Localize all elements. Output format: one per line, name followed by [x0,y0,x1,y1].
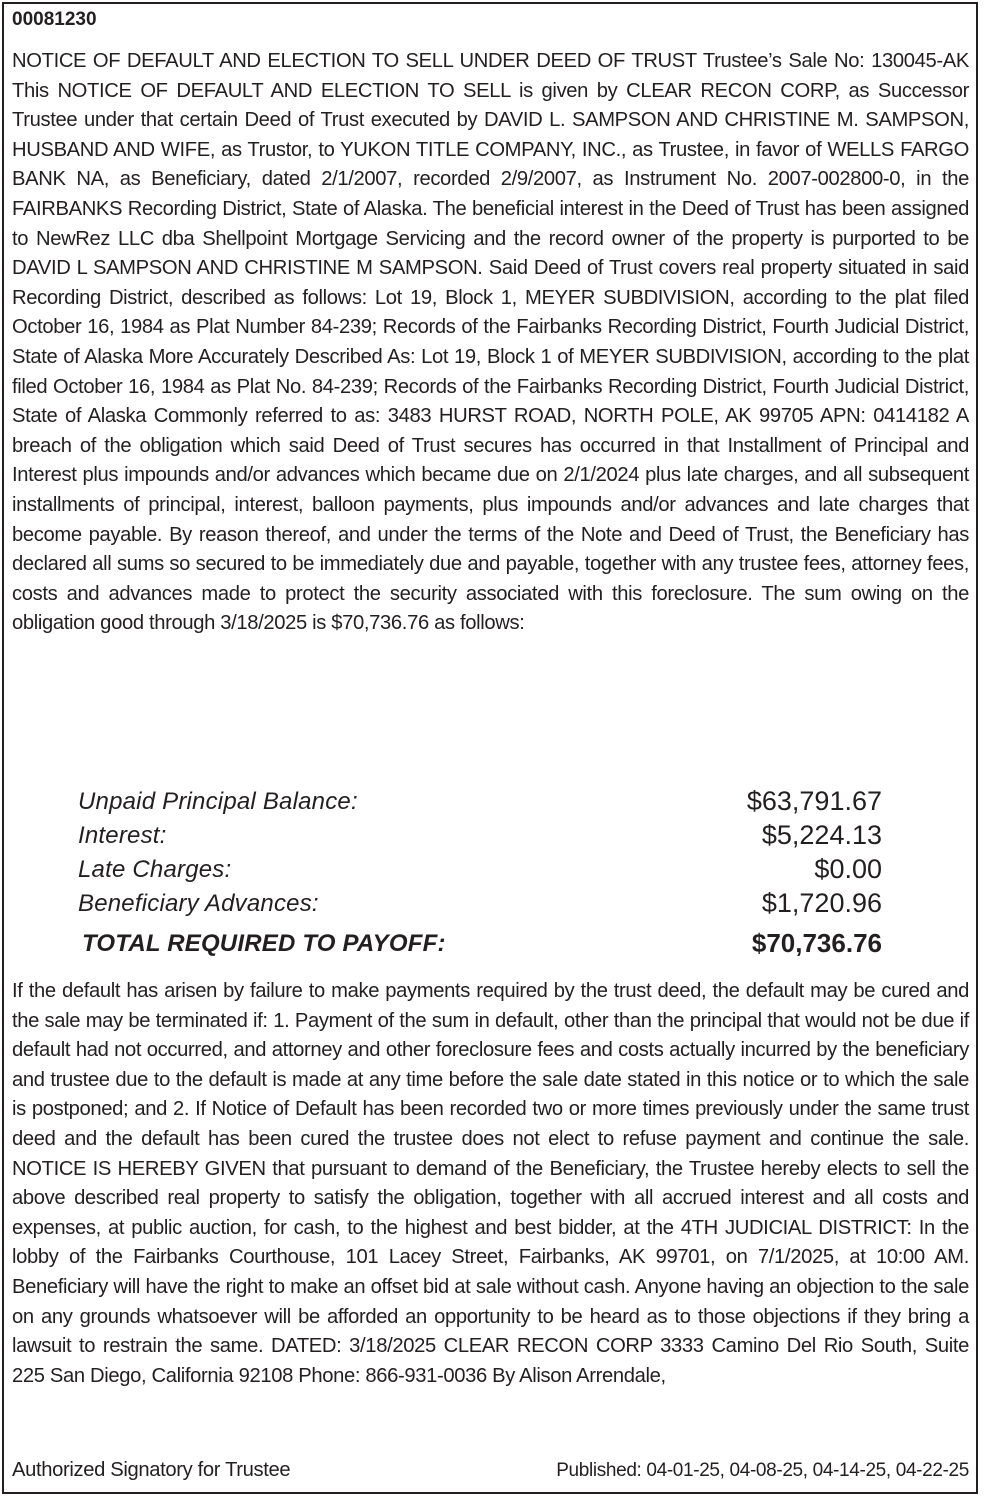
notice-body-paragraph-2: If the default has arisen by failure to make payments required by the trust deed, the default may be cured and the sale may be terminated if: 1. Payment of the sum in default, other than the principal that would not be due if default had not occurred, and attorney and other foreclosure fees and costs actually incurred by the beneficiary and trustee due to the default is made at any time before the sale date stated in this notice or to which the sale is postponed; and 2. If Notice of Default has been recorded two or more times previously under the same trust deed and the default has been cured the trustee does not elect to refuse payment and continue the sale. NOTICE IS HEREBY GIVEN that pursuant to demand of the Beneficiary, the Trustee hereby elects to sell the above described real property to satisfy the obligation, together with all accrued interest and all costs and expenses, at public auction, for cash, to the highest and best bidder, at the 4TH JUDICIAL DISTRICT: In the lobby of the Fairbanks Courthouse, 101 Lacey Street, Fairbanks, AK 99701, on 7/1/2025, at 10:00 AM. Beneficiary will have the right to make an offset bid at sale without cash. Anyone having an objection to the sale on any grounds whatsoever will be afforded an opportunity to be heard as to those objections if they bring a lawsuit to restrain the same. DATED: 3/18/2025 CLEAR RECON CORP 3333 Camino Del Rio South, Suite 225 San Diego, California 92108 Phone: 866-931-0036 By Alison Arrendale, [12,980,969,1387]
payoff-row-late-charges [78,854,882,888]
payoff-label: Interest: [78,822,167,849]
payoff-amount: $5,224.13 [761,820,882,850]
payoff-label: Beneficiary Advances: [78,890,319,917]
payoff-amount: $0.00 [814,854,882,884]
notice-body-paragraph-1: NOTICE OF DEFAULT AND ELECTION TO SELL UNDER DEED OF TRUST Trustee’s Sale No: 130045-AK This NOTICE OF DEFAULT AND ELECTION TO SELL is given by CLEAR RECON CORP, as Successor Trustee under that certain Deed of Trust executed by DAVID L. SAMPSON AND CHRISTINE M. SAMPSON, HUSBAND AND WIFE, as Trustor, to YUKON TITLE COMPANY, INC., as Trustee, in favor of WELLS FARGO BANK NA, as Beneficiary, dated 2/1/2007, recorded 2/9/2007, as Instrument No. 2007-002800-0, in the FAIRBANKS Recording District, State of Alaska. The beneficial interest in the Deed of Trust has been assigned to NewRez LLC dba Shellpoint Mortgage Servicing and the record owner of the property is purported to be DAVID L SAMPSON AND CHRISTINE M SAMPSON. Said Deed of Trust covers real property situated in said Recording District, described as follows: Lot 19, Block 1, MEYER SUBDIVISION, according to the plat filed October 16, 1984 as Plat Number 84-239; Records of the Fairbanks Recording District, Fourth Judicial District, State of Alaska More Accurately Described As: Lot 19, Block 1 of MEYER SUBDIVISION, according to the plat filed October 16, 1984 as Plat No. 84-239; Records of the Fairbanks Recording District, Fourth Judicial District, State of Alaska Commonly referred to as: 3483 HURST ROAD, NORTH POLE, AK 99705 APN: 0414182 A breach of the obligation which said Deed of Trust secures has occurred in that Installment of Principal and Interest plus impounds and/or advances which became due on 2/1/2024 plus late charges, and all subsequent installments of principal, interest, balloon payments, plus impounds and/or advances and late charges that become payable. By reason thereof, and under the terms of the Note and Deed of Trust, the Beneficiary has declared all sums so secured to be immediately due and payable, together with any trustee fees, attorney fees, costs and advances made to protect the security associated with this foreclosure. The sum owing on the obligation good through 3/18/2025 is $70,736.76 as follows: [12,50,969,635]
notice-id: 00081230 [12,9,97,30]
payoff-label: Late Charges: [78,856,232,883]
published-dates: Published: 04-01-25, 04-08-25, 04-14-25, 04-22-25 [556,1460,969,1481]
payoff-row-principal [78,786,882,820]
payoff-total-amount: $70,736.76 [751,928,882,958]
signatory-title: Authorized Signatory for Trustee [12,1459,291,1481]
payoff-amount: $1,720.96 [761,888,882,918]
payoff-total-label: TOTAL REQUIRED TO PAYOFF: [82,930,446,957]
payoff-amount: $63,791.67 [746,786,882,816]
payoff-row-total [78,926,882,966]
signature-line [12,1456,969,1486]
payoff-label: Unpaid Principal Balance: [78,788,358,815]
payoff-row-advances [78,888,882,922]
payoff-table [78,786,882,966]
payoff-row-interest [78,820,882,854]
